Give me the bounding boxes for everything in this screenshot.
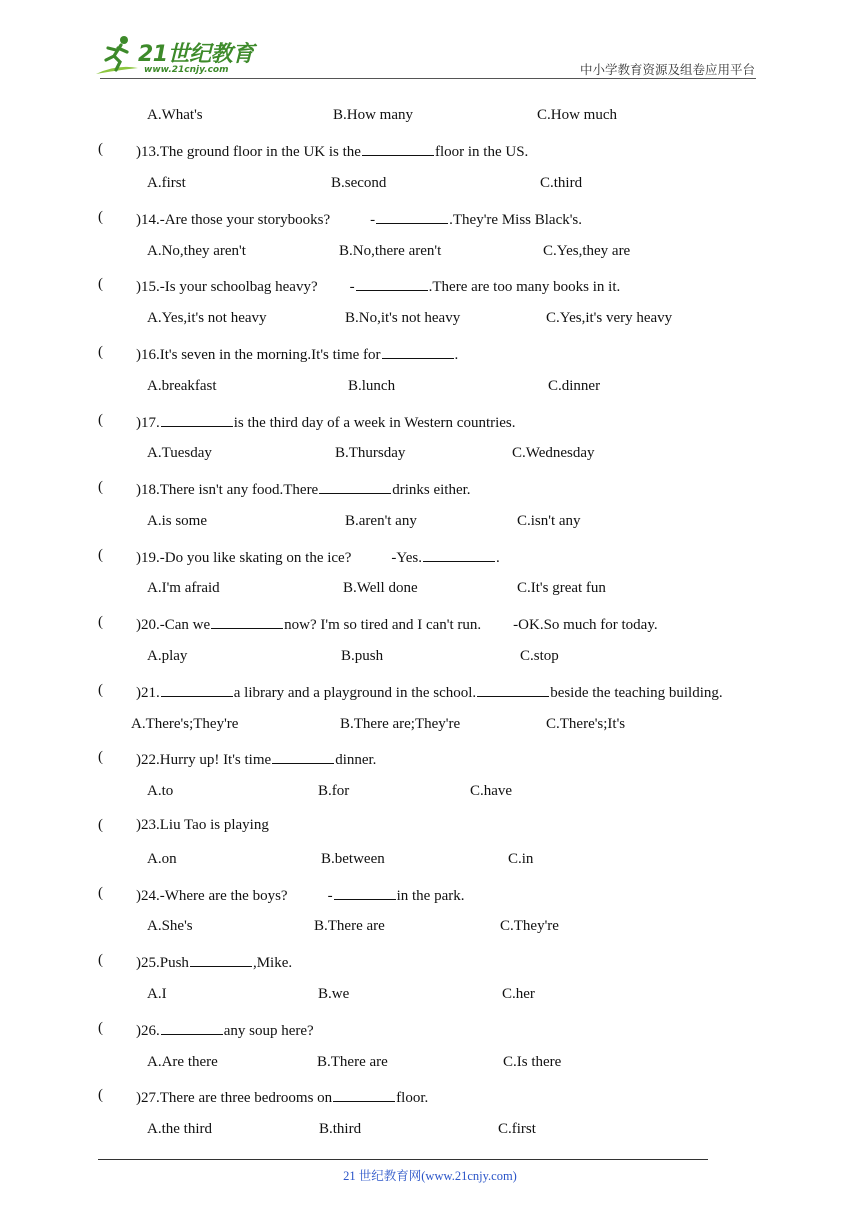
- answer-bracket: (: [98, 682, 103, 698]
- answer-blank: [161, 680, 233, 697]
- question-26: [0, 1018, 860, 1038]
- question-23: [0, 815, 860, 835]
- option-a: A.No,they aren't: [147, 243, 246, 259]
- question-text: )17. is the third day of a week in Western countries.: [136, 410, 516, 433]
- option-b: B.second: [331, 175, 387, 191]
- option-b: B.No,there aren't: [339, 243, 442, 259]
- logo-url: www.21cnjy.com: [144, 65, 229, 75]
- option-b: B.push: [341, 648, 384, 664]
- question-17: [0, 410, 860, 430]
- answer-bracket: (: [98, 614, 103, 630]
- question-text: )24.-Where are the boys? - in the park.: [136, 883, 465, 906]
- option-c: C.third: [540, 175, 583, 191]
- question-18: [0, 477, 860, 497]
- options-row-25: [0, 984, 860, 1004]
- answer-bracket: (: [98, 141, 103, 157]
- option-b: B.third: [319, 1121, 362, 1137]
- option-b: B.No,it's not heavy: [345, 310, 461, 326]
- option-a: A.first: [147, 175, 186, 191]
- option-c: C.It's great fun: [517, 580, 606, 596]
- answer-bracket: (: [98, 1020, 103, 1036]
- answer-blank: [362, 139, 434, 156]
- answer-bracket: (: [98, 952, 103, 968]
- question-text: )21. a library and a playground in the school. beside the teaching building.: [136, 680, 723, 703]
- option-a: A.breakfast: [147, 378, 217, 394]
- answer-bracket: (: [98, 479, 103, 495]
- option-a: A.What's: [147, 107, 203, 123]
- option-c: C.Wednesday: [512, 445, 595, 461]
- option-a: A.I'm afraid: [147, 580, 220, 596]
- question-25: [0, 950, 860, 970]
- option-a: A.to: [147, 783, 174, 799]
- question-20: [0, 612, 860, 632]
- question-text: )15.-Is your schoolbag heavy? - .There are too many books in it.: [136, 274, 620, 297]
- question-27: [0, 1085, 860, 1105]
- options-row-20: [0, 646, 860, 666]
- options-row-21: [0, 714, 860, 734]
- option-a: A.play: [147, 648, 188, 664]
- runner-icon: [94, 34, 140, 78]
- answer-blank: [376, 207, 448, 224]
- option-c: C.isn't any: [517, 513, 581, 529]
- answer-blank: [333, 1085, 395, 1102]
- option-c: C.dinner: [548, 378, 601, 394]
- option-b: B.aren't any: [345, 513, 417, 529]
- option-c: C.her: [502, 986, 535, 1002]
- answer-blank: [161, 1018, 223, 1035]
- question-22: [0, 747, 860, 767]
- options-row-24: [0, 916, 860, 936]
- option-a: A.She's: [147, 918, 193, 934]
- options-row-17: [0, 443, 860, 463]
- options-row-23: [0, 849, 860, 869]
- option-c: C.Is there: [503, 1054, 562, 1070]
- question-text: )20.-Can we now? I'm so tired and I can't run. -OK.So much for today.: [136, 612, 658, 635]
- option-b: B.lunch: [348, 378, 396, 394]
- answer-blank: [161, 410, 233, 427]
- answer-bracket: (: [98, 885, 103, 901]
- header-divider: [100, 78, 756, 79]
- question-text: )19.-Do you like skating on the ice? -Yes. .: [136, 545, 500, 568]
- logo-wordmark: 21世纪教育: [138, 42, 254, 67]
- option-c: C.first: [498, 1121, 536, 1137]
- question-15: [0, 274, 860, 294]
- question-16: [0, 342, 860, 362]
- answer-blank: [334, 883, 396, 900]
- option-a: A.is some: [147, 513, 207, 529]
- option-b: B.There are: [317, 1054, 388, 1070]
- option-c: C.They're: [500, 918, 559, 934]
- answer-bracket: (: [98, 344, 103, 360]
- answer-bracket: (: [98, 209, 103, 225]
- answer-blank: [319, 477, 391, 494]
- platform-name: 中小学教育资源及组卷应用平台: [579, 62, 755, 77]
- question-text: )26. any soup here?: [136, 1018, 314, 1041]
- answer-blank: [211, 612, 283, 629]
- option-b: B.There are: [314, 918, 385, 934]
- question-text: )23.Liu Tao is playing: [136, 817, 269, 833]
- question-24: [0, 883, 860, 903]
- options-row-15: [0, 308, 860, 328]
- option-a: A.Tuesday: [147, 445, 212, 461]
- option-c: C.There's;It's: [546, 716, 626, 732]
- options-row-27: [0, 1119, 860, 1139]
- footer-divider: [98, 1159, 708, 1160]
- answer-blank: [423, 545, 495, 562]
- option-b: B.There are;They're: [340, 716, 461, 732]
- option-c: C.Yes,it's very heavy: [546, 310, 673, 326]
- answer-blank: [356, 274, 428, 291]
- question-text: )22.Hurry up! It's time dinner.: [136, 747, 376, 770]
- option-b: B.between: [321, 851, 385, 867]
- answer-blank: [272, 747, 334, 764]
- question-text: )13.The ground floor in the UK is the floor in the US.: [136, 139, 528, 162]
- option-a: A.Are there: [147, 1054, 218, 1070]
- options-row-14: [0, 241, 860, 261]
- options-row-13: [0, 173, 860, 193]
- option-b: B.Well done: [343, 580, 418, 596]
- answer-blank: [190, 950, 252, 967]
- question-13: [0, 139, 860, 159]
- option-c: C.How much: [537, 107, 617, 123]
- option-b: B.Thursday: [335, 445, 406, 461]
- question-text: )16.It's seven in the morning.It's time for .: [136, 342, 458, 365]
- question-21: [0, 680, 860, 700]
- option-a: A.There's;They're: [131, 716, 239, 732]
- options-row-26: [0, 1052, 860, 1072]
- answer-blank-2: [477, 680, 549, 697]
- answer-bracket: (: [98, 1087, 103, 1103]
- footer-link[interactable]: 21 世纪教育网(www.21cnjy.com): [343, 1169, 517, 1183]
- option-c: C.stop: [520, 648, 559, 664]
- answer-bracket: (: [98, 276, 103, 292]
- options-row-18: [0, 511, 860, 531]
- question-19: [0, 545, 860, 565]
- answer-bracket: (: [98, 412, 103, 428]
- question-text: )18.There isn't any food.There drinks either.: [136, 477, 471, 500]
- option-a: A.Yes,it's not heavy: [147, 310, 267, 326]
- question-text: )27.There are three bedrooms on floor.: [136, 1085, 428, 1108]
- option-a: A.on: [147, 851, 177, 867]
- answer-bracket: (: [98, 547, 103, 563]
- options-row-22: [0, 781, 860, 801]
- option-b: B.for: [318, 783, 350, 799]
- options-row-16: [0, 376, 860, 396]
- site-logo: [94, 34, 264, 78]
- page-header: [0, 0, 860, 80]
- option-c: C.in: [508, 851, 534, 867]
- option-c: C.have: [470, 783, 513, 799]
- answer-bracket: (: [98, 749, 103, 765]
- options-row-19: [0, 578, 860, 598]
- question-14: [0, 207, 860, 227]
- option-b: B.How many: [333, 107, 413, 123]
- options-row-12: [0, 105, 860, 125]
- option-a: A.the third: [147, 1121, 212, 1137]
- answer-blank: [382, 342, 454, 359]
- question-text: )25.Push ,Mike.: [136, 950, 292, 973]
- option-a: A.I: [147, 986, 167, 1002]
- option-b: B.we: [318, 986, 350, 1002]
- option-c: C.Yes,they are: [543, 243, 631, 259]
- answer-bracket: (: [98, 817, 103, 833]
- question-text: )14.-Are those your storybooks? - .They're Miss Black's.: [136, 207, 582, 230]
